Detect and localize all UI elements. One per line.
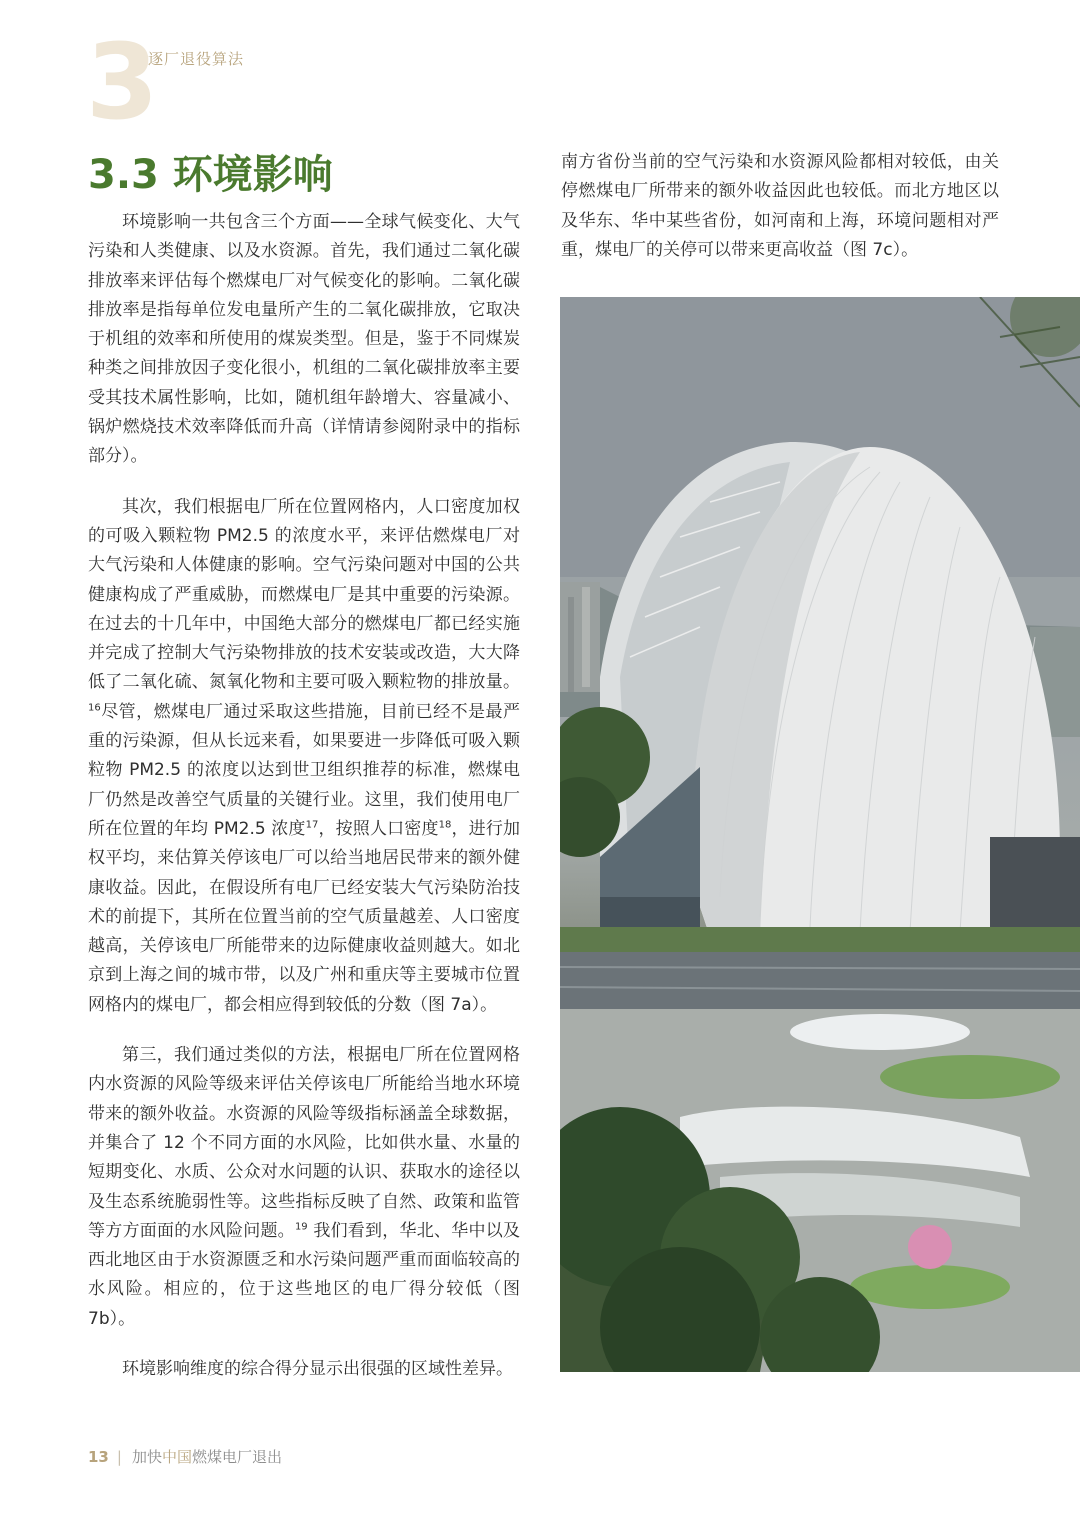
paragraph-water: 第三，我们通过类似的方法，根据电厂所在位置网格内水资源的风险等级来评估关停该电厂所能给当地水环境带来的额外收益。水资源的风险等级指标涵盖全球数据，并集合了 12 个不同方面的水风险，比如供水量、水量的短期变化、水质、公众对水问题的认识、获取水的途径以及生态系统脆弱性等。这些指标反映了自然、政策和监管等方方面面的水风险问题。$^{19}$ 我们看到，华北、华中以及西北地区由于水资源匮乏和水污染问题严重而面临较高的水风险。相应的，位于这些地区的电厂得分较低（图 7b）。 [88, 1045, 521, 1329]
footer-title-prefix: 加快 [131, 1448, 162, 1466]
left-text-column [88, 208, 520, 1405]
page-footer [88, 1446, 282, 1467]
footnote-ref[interactable]: 19 [294, 1221, 308, 1233]
paragraph-climate: 环境影响一共包含三个方面——全球气候变化、大气污染和人类健康、以及水资源。首先，我们通过二氧化碳排放率来评估每个燃煤电厂对气候变化的影响。二氧化碳排放率是指每单位发电量所产生的二氧化碳排放，它取决于机组的效率和所使用的煤炭类型。但是，鉴于不同煤炭种类之间排放因子变化很小，机组的二氧化碳排放率主要受其技术属性影响，比如，随机组年龄增大、容量减小、锅炉燃烧技术效率降低而升高（详情请参阅附录中的指标部分）。 [88, 212, 520, 467]
chapter-title: 逐厂退役算法 [148, 50, 245, 68]
footnote-ref[interactable]: 18 [438, 819, 452, 831]
paragraph-regional: 南方省份当前的空气污染和水资源风险都相对较低，由关停燃煤电厂所带来的额外收益因此也较低。而北方地区以及华东、华中某些省份，如河南和上海，环境问题相对严重，煤电厂的关停可以带来更高收益（图 7c）。 [561, 152, 999, 260]
footnote-ref[interactable]: 16 [88, 702, 101, 714]
paragraph-summary: 环境影响维度的综合得分显示出很强的区域性差异。 [122, 1358, 513, 1379]
opera-house-photo [560, 297, 1080, 1372]
footnote-ref[interactable]: 17 [305, 819, 319, 831]
paragraph-air-pollution: 其次，我们根据电厂所在位置网格内，人口密度加权的可吸入颗粒物 PM2.5 的浓度水平，来评估燃煤电厂对大气污染和人体健康的影响。空气污染问题对中国的公共健康构成了严重威胁，而燃煤电厂是其中重要的污染源。在过去的十几年中，中国绝大部分的燃煤电厂都已经实施并完成了控制大气污染物排放的技术安装或改造，大大降低了二氧化硫、氮氧化物和主要可吸入颗粒物的排放量。$^{16}$尽管，燃煤电厂通过采取这些措施，目前已经不是最严重的污染源，但从长远来看，如果要进一步降低可吸入颗粒物 PM2.5 的浓度以达到世卫组织推荐的标准，燃煤电厂仍然是改善空气质量的关键行业。这里，我们使用电厂所在位置的年均 PM2.5 浓度$^{17}$，按照人口密度$^{18}$，进行加权平均，来估算关停该电厂可以给当地居民带来的额外健康收益。因此，在假设所有电厂已经安装大气污染防治技术的前提下，其所在位置当前的空气质量越差、人口密度越高，关停该电厂所能带来的边际健康收益则越大。如北京到上海之间的城市带，以及广州和重庆等主要城市位置网格内的煤电厂，都会相应得到较低的分数（图 7a）。 [88, 496, 521, 1015]
page-number: 13 [88, 1448, 109, 1466]
right-text-column [561, 148, 999, 286]
footer-title-highlight: 中国 [161, 1448, 192, 1466]
footer-separator: | [116, 1448, 122, 1466]
photo-illustration [560, 297, 1080, 1372]
chapter-number: 3 [86, 21, 157, 143]
footer-title-suffix: 燃煤电厂退出 [191, 1448, 282, 1466]
section-title: 3.3 环境影响 [88, 152, 333, 198]
